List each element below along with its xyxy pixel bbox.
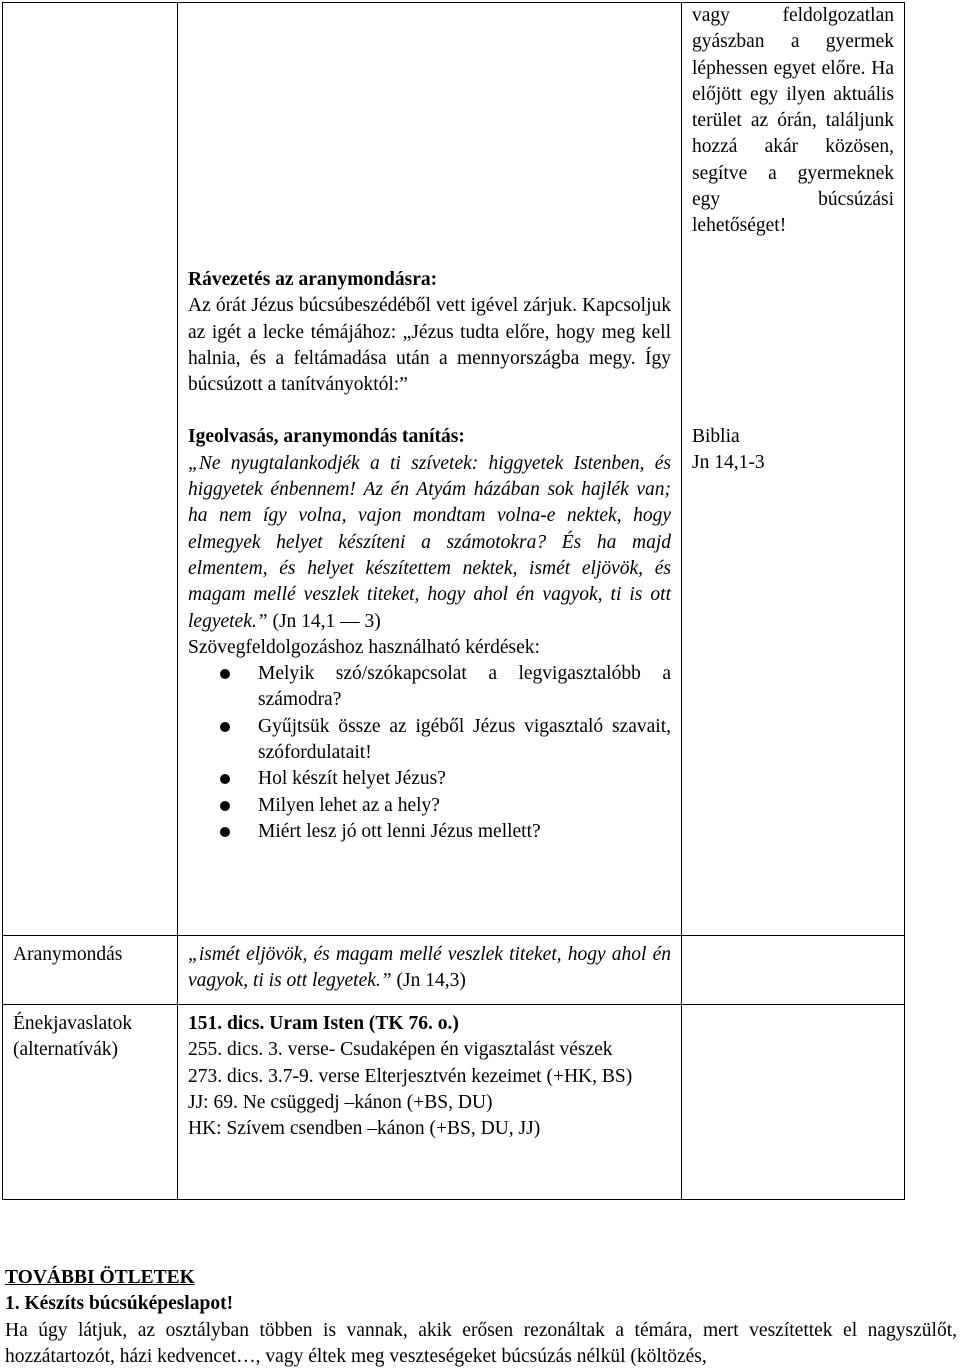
lesson-table (2, 2, 905, 1200)
list-item: Melyik szó/szókapcsolat a legvigasztalóbb a számodra? (258, 661, 671, 714)
further-ideas-item-1: 1. Készíts búcsúképeslapot! (5, 1293, 234, 1315)
intro-text: Az órát Jézus búcsúbeszédéből vett igével zárjuk. Kapcsoljuk az igét a lecke témájához: „Jézus tudta előre, hogy meg kell halnia, és a feltámadása után a mennyországba megy. Így búcsúzott a tanítványoktól:” (188, 295, 671, 396)
list-item: Milyen lehet az a hely? (258, 793, 671, 819)
further-ideas-paragraph: Ha úgy látjuk, az osztályban többen is vannak, akik erősen rezonáltak a témára, mert veszítettek el nagyszülőt, hozzátartozót, házi kedvencet…, vagy éltek meg veszteségeket búcsúzás nélkül (költözés, (5, 1319, 957, 1367)
row1-notes-cell (682, 3, 905, 936)
reading-ref: (Jn 14,1 — 3) (272, 610, 381, 632)
list-item: Gyűjtsük össze az igéből Jézus vigasztaló szavait, szófordulatait! (258, 714, 671, 767)
questions-title: Szövegfeldolgozáshoz használható kérdések: (188, 636, 540, 658)
song-item: 151. dics. Uram Isten (TK 76. o.) (188, 1013, 459, 1034)
table-row-reading (3, 3, 905, 936)
songs-label (3, 1005, 178, 1200)
golden-verse-label: Aranymondás (3, 936, 178, 1005)
bullet-icon (220, 722, 230, 732)
further-ideas-heading: TOVÁBBI ÖTLETEK (5, 1267, 195, 1288)
golden-verse-notes-cell (682, 936, 905, 1005)
bullet-icon (220, 774, 230, 784)
songs-cell (178, 1005, 682, 1200)
questions-list (188, 661, 671, 845)
songs-label-b: (alternatívák) (13, 1039, 119, 1061)
reading-quote (188, 451, 671, 635)
notes-ref: Jn 14,1-3 (692, 451, 765, 473)
reading-title: Igeolvasás, aranymondás tanítás: (188, 426, 465, 448)
row1-content-cell (178, 3, 682, 936)
song-item: JJ: 69. Ne csüggedj –kánon (+BS, DU) (188, 1091, 493, 1113)
golden-verse-quote: „ismét eljövök, és magam mellé veszlek titeket, hogy ahol én vagyok, ti is ott legyetek.” (188, 944, 671, 992)
reading-quote-b: Az én Atyám házában sok hajlék van; ha nem így volna, vajon mondtam volna-e nektek, hogy elmegyek helyet készíteni a számotokra? És ha majd elmentem, és helyet készítettem nektek, ismét eljövök, és magam mellé veszlek titeket, hogy ahol én vagyok, ti is ott legyetek.” (188, 479, 671, 632)
bullet-icon (220, 669, 230, 679)
table-row-songs (3, 1005, 905, 1200)
notes-text: vagy feldolgozatlan gyászban a gyermek léphessen egyet előre. Ha előjött egy ilyen aktuális terület az órán, találjunk hozzá akár közösen, segítve a gyermeknek egy búcsúzási lehetőséget! (692, 5, 894, 237)
song-item: HK: Szívem csendben –kánon (+BS, DU, JJ) (188, 1118, 541, 1140)
song-item: 255. dics. 3. verse- Csudaképen én vigasztalást vészek (188, 1039, 613, 1061)
intro-title: Rávezetés az aranymondásra: (188, 269, 438, 290)
table-row-golden-verse (3, 936, 905, 1005)
golden-verse-ref: (Jn 14,3) (396, 970, 466, 992)
list-item: Hol készít helyet Jézus? (258, 766, 671, 792)
golden-verse-cell (178, 936, 682, 1005)
songs-label-a: Énekjavaslatok (13, 1013, 133, 1034)
song-item: 273. dics. 3.7-9. verse Elterjesztvén kezeimet (+HK, BS) (188, 1065, 633, 1087)
notes-source: Biblia (692, 425, 740, 447)
reading-quote-a: „Ne nyugtalankodjék a ti szívetek: higgyetek Istenben, és higgyetek énbennem! (188, 452, 671, 501)
bullet-icon (220, 827, 230, 837)
bullet-icon (220, 801, 230, 811)
further-ideas-section (5, 1265, 957, 1370)
list-item: Miért lesz jó ott lenni Jézus mellett? (258, 819, 671, 845)
row1-label-cell (3, 3, 178, 936)
songs-notes-cell (682, 1005, 905, 1200)
